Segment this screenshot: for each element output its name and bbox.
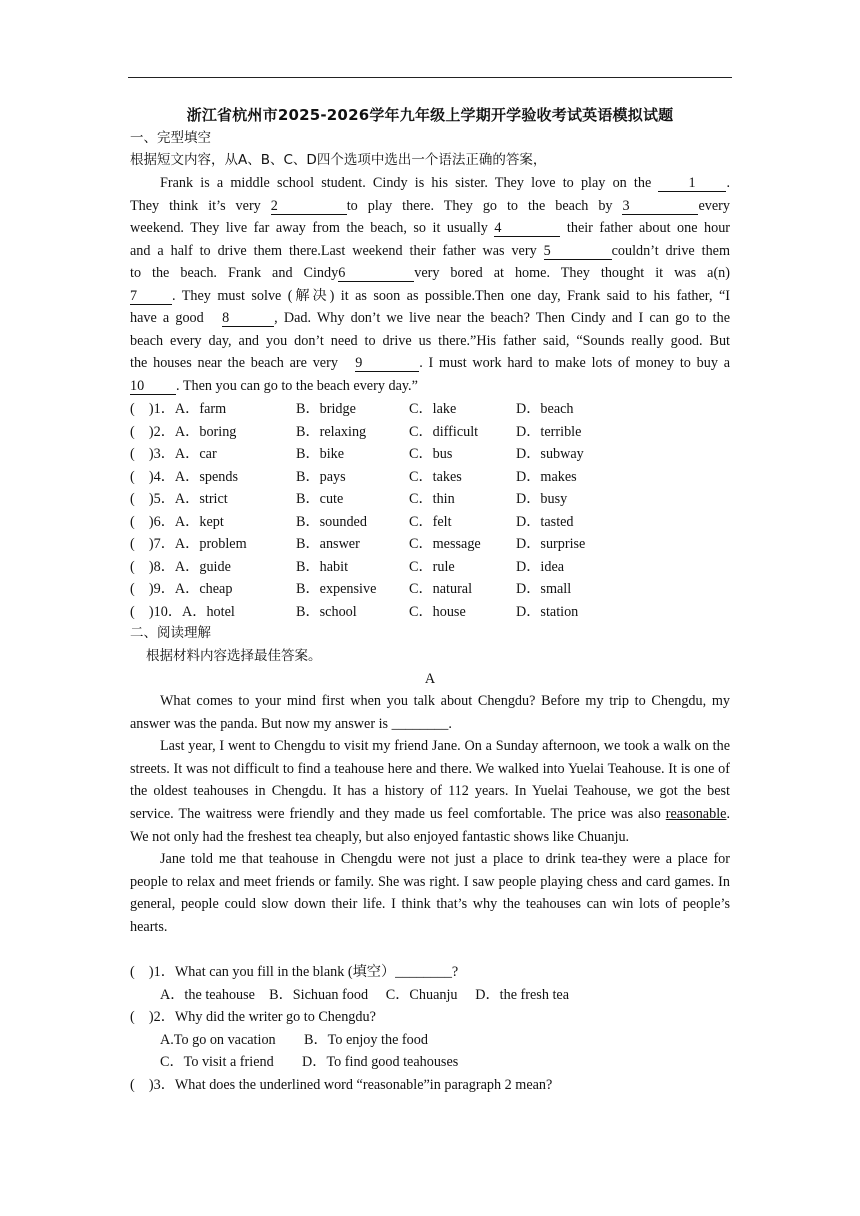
option-a: ( )1．A．farm [130,401,227,417]
option-c: C．lake [409,401,457,417]
cloze-line-9 [130,352,730,375]
option-a: ( )8．A．guide [130,558,231,575]
cloze-text: to play there. They go to the beach by [346,198,613,214]
cloze-text: their father about one hour [566,220,731,236]
cloze-blank-10: 10 [130,378,176,395]
option-d: D．tasted [516,513,574,530]
option-d: D．makes [516,468,577,485]
option-c: C．felt [409,513,452,530]
option-row [130,398,730,421]
option-a: ( )6．A．kept [130,513,224,530]
option-b: B．school [296,603,357,620]
passage-label: A [424,671,436,687]
option-c: C．difficult [409,423,479,440]
header-rule [128,77,732,78]
cloze-line-6 [130,285,730,308]
option-row [130,443,730,466]
cloze-blank-1: 1 [658,175,726,192]
section1-instruction: 根据短文内容，从A、B、C、D四个选项中选出一个语法正确的答案， [130,152,547,168]
cloze-text: weekend. They live far away from the beach, so it usually [130,220,488,236]
option-d: D．idea [516,558,565,575]
section2-heading: 二、阅读理解 [130,625,211,641]
cloze-line-10 [130,375,730,397]
underlined-word: reasonable [665,805,727,822]
cloze-text: have a good [130,310,204,326]
cloze-blank-6: 6 [338,265,414,282]
paragraph-2 [130,735,730,848]
option-row [130,488,730,511]
option-c: C．rule [409,558,455,575]
paragraph-2-text: Last year, I went to Chengdu to visit my friend Jane. On a Sunday afternoon, we took a walk on the streets. It was not difficult to find a teahouse here and there. We walked into Yuelai Teahouse. It is one of the oldest teahouses in Chengdu. It has a history of 112 years. In Yuelai Teahouse, we got the best service. The waitress were friendly and they made us feel comfortable. The price was also [130,738,730,822]
cloze-text: . I must work hard to make lots of money to buy a [419,355,730,371]
option-c: C．takes [409,468,462,485]
option-b: B．sounded [296,513,367,530]
cloze-line-8: beach every day, and you don’t need to drive us there.”His father said, “Sounds really good. But [130,333,730,349]
option-c: C．bus [409,446,453,462]
cloze-text: . Then you can go to the beach every day.” [176,378,418,394]
cloze-options [130,398,730,623]
cloze-line-1 [130,172,730,195]
cloze-blank-5: 5 [544,243,612,260]
paragraph-3: Jane told me that teahouse in Chengdu were not just a place to drink tea-they were a place for people to relax and meet friends or family. She was right. I saw people playing chess and card games. In general, people could slow down their life. I think that’s why the teahouses can win lots of people’s hearts. [130,851,730,935]
option-b: B．bike [296,446,345,462]
cloze-text: They think it’s very [130,198,261,214]
cloze-text: Frank is a middle school student. Cindy is his sister. They love to play on the [160,175,652,191]
option-b: B．habit [296,558,349,575]
option-b: B．pays [296,468,346,485]
option-c: C．natural [409,581,473,597]
option-d: D．busy [516,491,568,507]
cloze-text: very bored at home. They thought it was a(n) [414,265,730,281]
cloze-blank-9: 9 [355,355,419,372]
option-row [130,511,730,534]
option-a: ( )3．A．car [130,446,217,462]
option-row [130,556,730,579]
cloze-line-7 [130,307,730,330]
section1-heading: 一、完型填空 [130,130,211,146]
cloze-blank-4: 4 [494,220,560,237]
option-b: B．relaxing [296,423,367,440]
section2-instruction: 根据材料内容选择最佳答案。 [146,648,322,664]
option-d: D．terrible [516,423,582,440]
cloze-text: the houses near the beach are very [130,355,338,371]
cloze-blank-7: 7 [130,288,172,305]
exam-title: 浙江省杭州市2025-2026学年九年级上学期开学验收考试英语模拟试题 [186,106,674,124]
cloze-text: every [698,198,730,214]
option-a: ( )10．A．hotel [130,603,235,620]
question-1-options: A．the teahouse B．Sichuan food C．Chuanju D．the fresh tea [160,987,569,1003]
cloze-line-2 [130,195,730,218]
cloze-blank-8: 8 [222,310,274,327]
cloze-text: , Dad. Why don’t we live near the beach? Then Cindy and I can go to the [274,310,730,326]
question-2-options-cd: C．To visit a friend D．To find good teahouses [160,1054,459,1070]
option-d: D．small [516,581,572,597]
paragraph-2-text-end: . We not only had the freshest tea cheaply, but also enjoyed fantastic shows like Chuanju. [130,805,730,845]
option-row [130,421,730,444]
cloze-line-4 [130,240,730,263]
option-a: ( )4．A．spends [130,468,238,485]
option-a: ( )9．A．cheap [130,581,233,597]
cloze-text: . They must solve (解决) it as soon as possible.Then one day, Frank said to his father, “I [172,288,730,304]
option-d: D．surprise [516,536,586,552]
option-a: ( )7．A．problem [130,536,247,552]
option-c: C．message [409,536,481,552]
option-d: D．subway [516,446,584,462]
cloze-text: . [726,175,730,191]
cloze-text: to the beach. Frank and Cindy [130,265,339,281]
option-a: ( )2．A．boring [130,423,237,440]
option-c: C．thin [409,491,455,507]
cloze-line-3 [130,217,730,240]
option-b: B．cute [296,491,344,507]
option-a: ( )5．A．strict [130,491,228,507]
option-c: C．house [409,603,466,620]
option-row [130,578,730,601]
question-1: ( )1．What can you fill in the blank (填空）________? [130,964,459,980]
paragraph-1: What comes to your mind first when you talk about Chengdu? Before my trip to Chengdu, my answer was the panda. But now my answer is ________. [130,693,730,732]
option-d: D．station [516,603,579,620]
reading-passage [130,690,730,939]
cloze-blank-3: 3 [622,198,698,215]
option-b: B．answer [296,536,360,552]
question-3: ( )3．What does the underlined word “reasonable”in paragraph 2 mean? [130,1077,553,1093]
question-2: ( )2．Why did the writer go to Chengdu? [130,1009,376,1025]
option-row [130,466,730,489]
cloze-line-5 [130,262,730,285]
option-row [130,533,730,556]
question-2-options-ab: A.To go on vacation B．To enjoy the food [160,1032,428,1048]
option-b: B．expensive [296,581,377,597]
cloze-blank-2: 2 [271,198,347,215]
option-row [130,601,730,624]
option-b: B．bridge [296,401,356,417]
cloze-text: couldn’t drive them [611,243,731,259]
option-d: D．beach [516,401,574,417]
cloze-text: and a half to drive them there.Last weekend their father was very [130,243,537,259]
